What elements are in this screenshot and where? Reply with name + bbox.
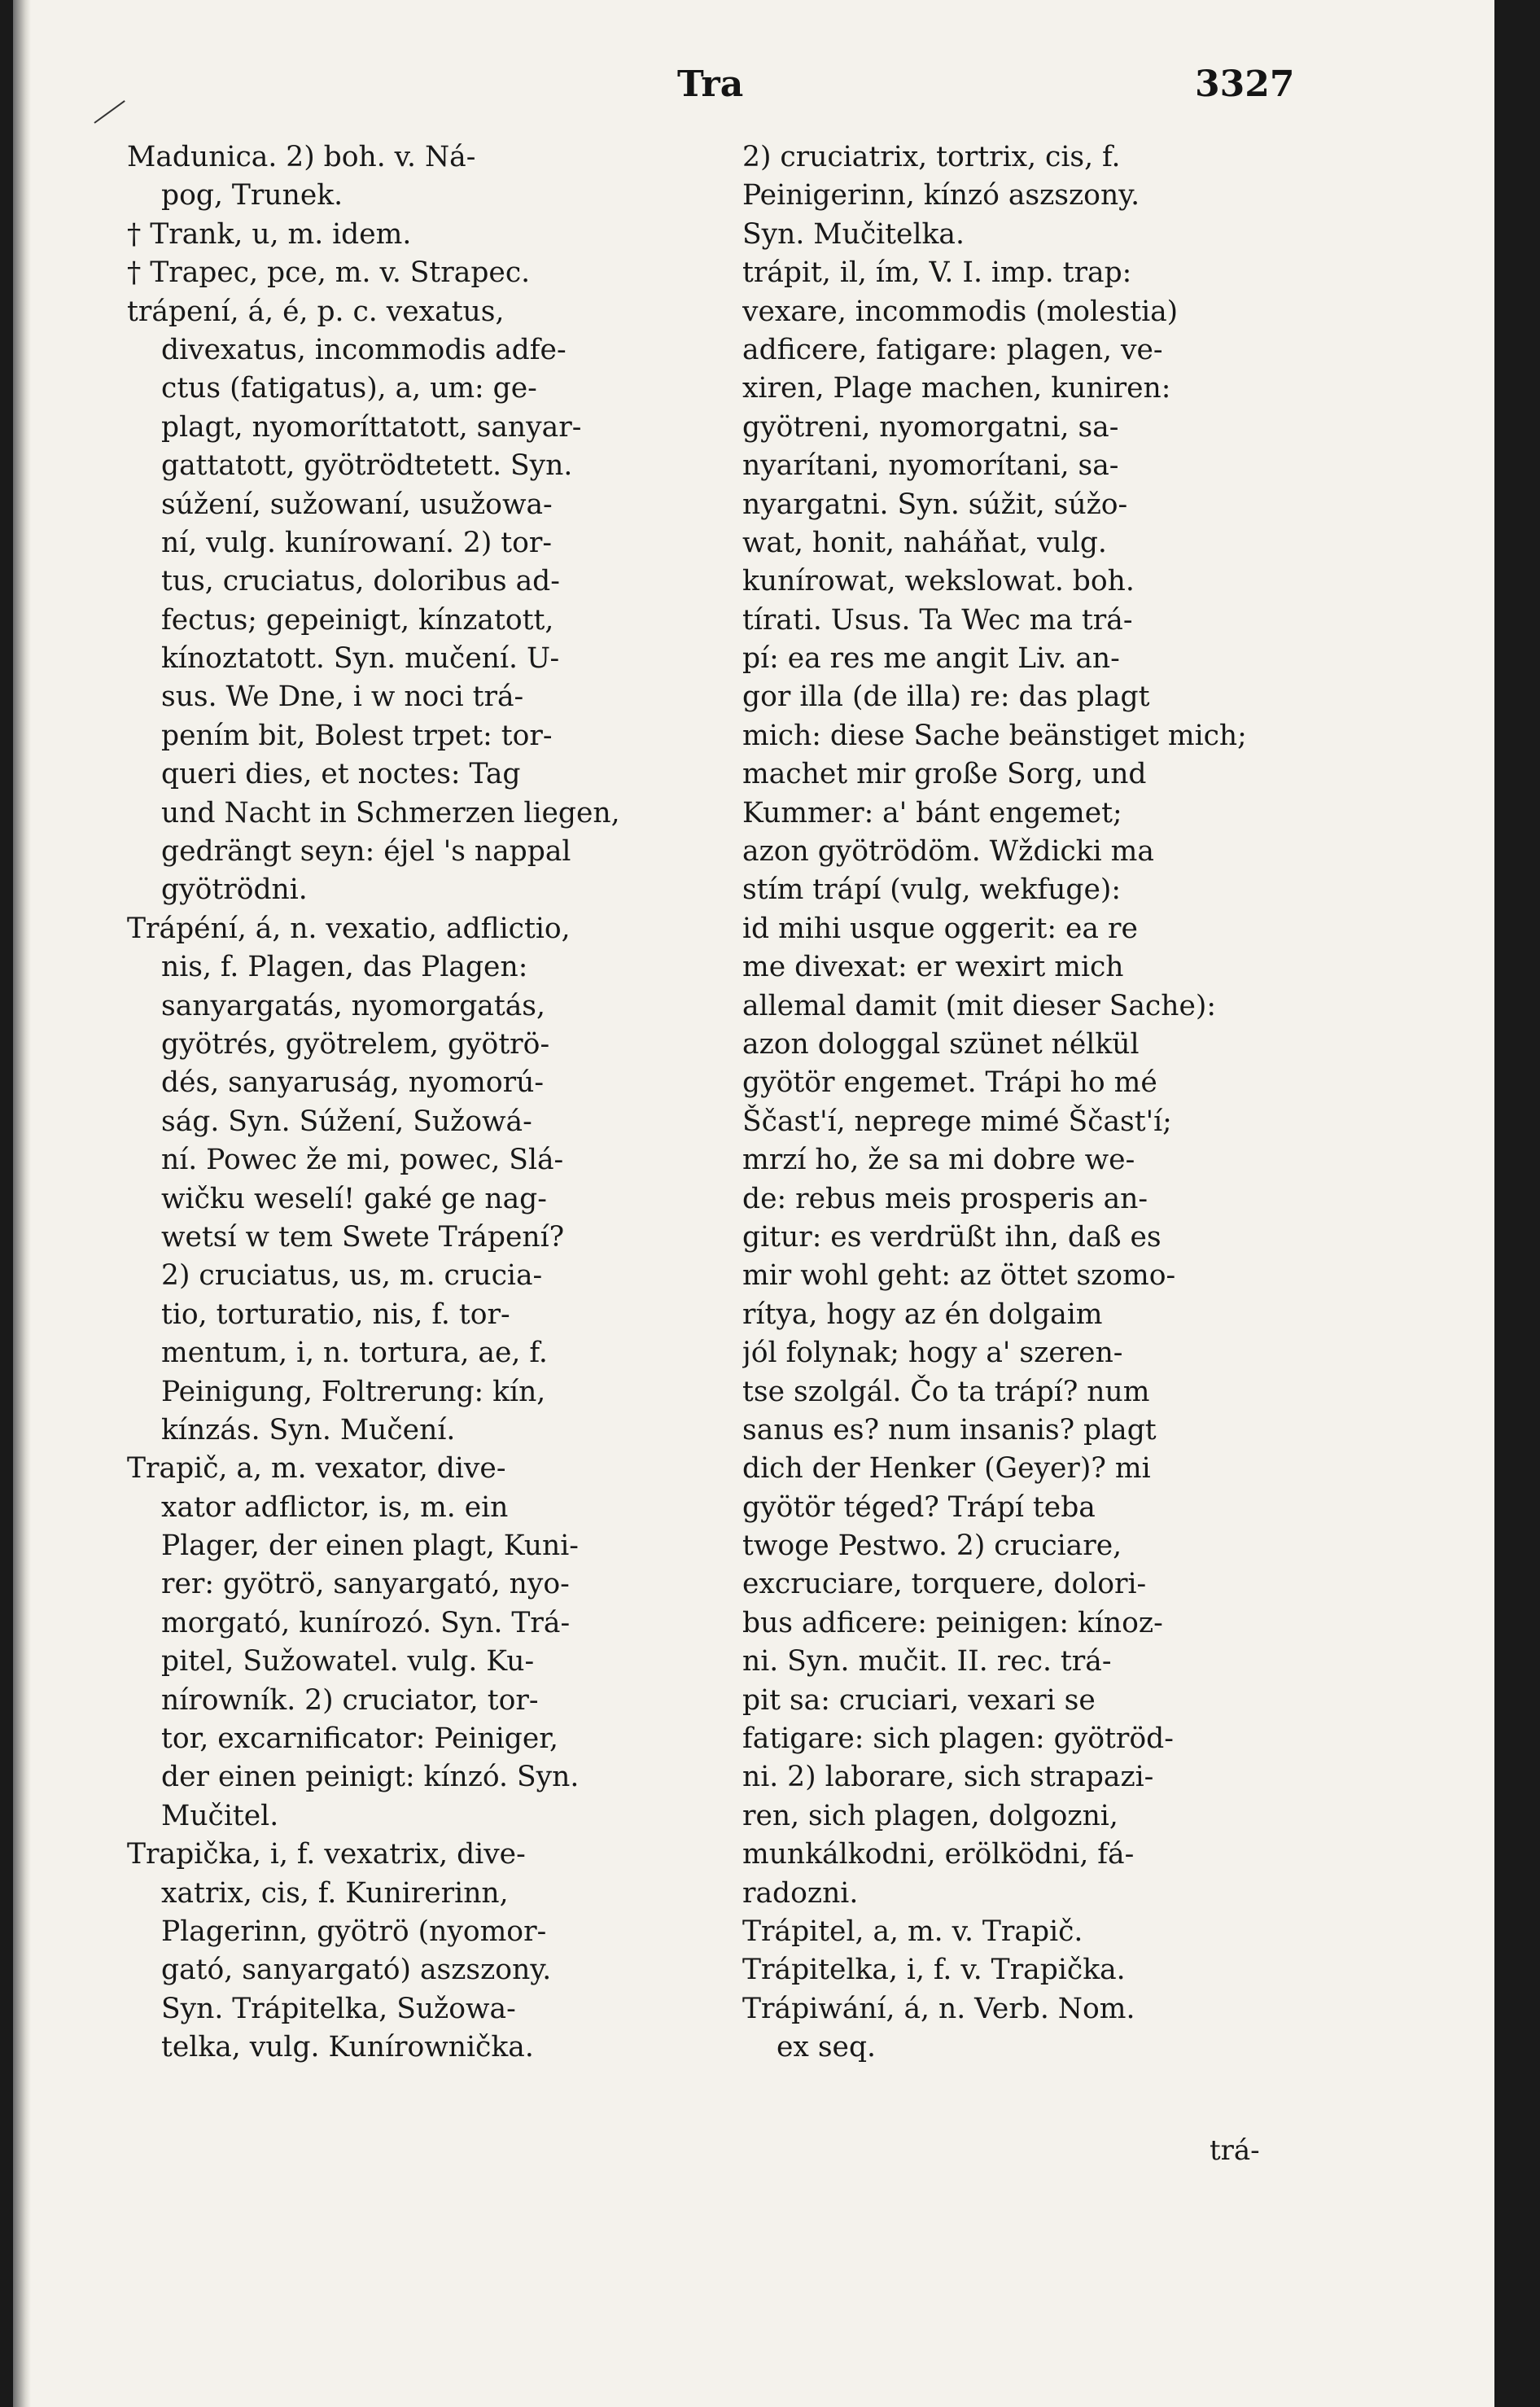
entry-line: ni. Syn. mučit. II. rec. trá- — [742, 1645, 1112, 1678]
entry-line: sanus es? num insanis? plagt — [742, 1413, 1157, 1446]
entry-line: der einen peinigt: kínzó. Syn. — [161, 1761, 580, 1794]
entry-line: ni. 2) laborare, sich strapazi- — [742, 1761, 1154, 1794]
entry-line: ság. Syn. Súžení, Sužowá- — [161, 1105, 532, 1138]
pen-mark — [94, 100, 125, 124]
entry-line: xatrix, cis, f. Kunirerinn, — [161, 1876, 509, 1910]
entry-line: pením bit, Bolest trpet: tor- — [161, 719, 553, 752]
binding-shadow — [13, 0, 31, 2407]
entry-line: gattatott, gyötrödtetett. Syn. — [161, 449, 573, 483]
entry-line: 2) cruciatrix, tortrix, cis, f. — [742, 141, 1121, 173]
entry-line: ctus (fatigatus), a, um: ge- — [161, 372, 537, 405]
entry-line: wetsí w tem Swete Trápení? — [161, 1220, 565, 1254]
entry-line: 2) cruciatus, us, m. crucia- — [161, 1259, 543, 1293]
entry-line: radozni. — [742, 1876, 859, 1910]
entry-line: fectus; gepeinigt, kínzatott, — [161, 603, 554, 637]
entry-line: xator adflictor, is, m. ein — [161, 1490, 509, 1524]
entry-line: † Trapec, pce, m. v. Strapec. — [127, 256, 531, 290]
entry-line: telka, vulg. Kunírownička. — [161, 2031, 534, 2064]
entry-line: wičku weselí! gaké ge nag- — [161, 1182, 547, 1215]
entry-line: plagt, nyomoríttatott, sanyar- — [161, 410, 582, 444]
entry-line: gyötreni, nyomorgatni, sa- — [742, 410, 1119, 444]
entry-line: pitel, Sužowatel. vulg. Ku- — [161, 1645, 535, 1678]
entry-line: tio, torturatio, nis, f. tor- — [161, 1298, 510, 1331]
entry-line: tírati. Usus. Ta Wec ma trá- — [742, 603, 1133, 637]
entry-line: mich: diese Sache beänstiget mich; — [742, 719, 1247, 752]
entry-line: mentum, i, n. tortura, ae, f. — [161, 1337, 548, 1370]
entry-line: Trápitelka, i, f. v. Trapička. — [742, 1954, 1126, 1987]
entry-line: machet mir große Sorg, und — [742, 758, 1147, 791]
entry-line: ren, sich plagen, dolgozni, — [742, 1799, 1118, 1832]
entry-line: gató, sanyargató) aszszony. — [161, 1954, 552, 1987]
entry-line: ní, vulg. kunírowaní. 2) tor- — [161, 526, 553, 559]
entry-line: twoge Pestwo. 2) cruciare, — [742, 1530, 1122, 1563]
entry-line: gyötrés, gyötrelem, gyötrö- — [161, 1027, 550, 1061]
left-column — [127, 138, 697, 2068]
entry-line: queri dies, et noctes: Tag — [161, 758, 521, 791]
entry-line: rer: gyötrö, sanyargató, nyo- — [161, 1568, 570, 1601]
entry-line: und Nacht in Schmerzen liegen, — [161, 796, 620, 829]
entry-line: mir wohl geht: az öttet szomo- — [742, 1259, 1176, 1293]
entry-line: † Trank, u, m. idem. — [127, 217, 412, 251]
entry-line: tor, excarnificator: Peiniger, — [161, 1722, 558, 1756]
entry-line: adficere, fatigare: plagen, ve- — [742, 333, 1163, 366]
entry-line: dés, sanyaruság, nyomorú- — [161, 1066, 545, 1100]
entry-line: Trapička, i, f. vexatrix, dive- — [127, 1838, 526, 1871]
entry-line: trápení, á, é, p. c. vexatus, — [127, 295, 505, 328]
entry-line: sanyargatás, nyomorgatás, — [161, 989, 545, 1022]
page-number: 3327 — [1195, 63, 1295, 105]
entry-line: kínoztatott. Syn. mučení. U- — [161, 642, 560, 676]
entry-line: xiren, Plage machen, kuniren: — [742, 372, 1171, 405]
entry-line: gyötör téged? Trápí teba — [742, 1490, 1096, 1524]
entry-line: gyötör engemet. Trápi ho mé — [742, 1066, 1157, 1100]
entry-line: Syn. Trápitelka, Sužowa- — [161, 1992, 516, 2025]
entry-line: tse szolgál. Čo ta trápí? num — [742, 1375, 1150, 1408]
entry-line: azon dologgal szünet nélkül — [742, 1027, 1140, 1061]
entry-line: bus adficere: peinigen: kínoz- — [742, 1606, 1163, 1639]
entry-line: munkálkodni, erölködni, fá- — [742, 1838, 1135, 1871]
entry-line: nírowník. 2) cruciator, tor- — [161, 1683, 539, 1717]
entry-line: azon gyötrödöm. Wždicki ma — [742, 835, 1154, 869]
entry-line: morgató, kunírozó. Syn. Trá- — [161, 1606, 571, 1639]
entry-line: nyarítani, nyomorítani, sa- — [742, 449, 1119, 483]
entry-line: fatigare: sich plagen: gyötröd- — [742, 1722, 1174, 1756]
entry-line: wat, honit, naháňat, vulg. — [742, 526, 1107, 559]
entry-line: id mihi usque oggerit: ea re — [742, 912, 1138, 945]
entry-line: kínzás. Syn. Mučení. — [161, 1413, 456, 1446]
entry-line: sus. We Dne, i w noci trá- — [161, 681, 524, 714]
running-head: Tra — [677, 63, 744, 105]
entry-line: Plager, der einen plagt, Kuni- — [161, 1530, 579, 1563]
entry-line: vexare, incommodis (molestia) — [742, 295, 1179, 328]
catchword: trá- — [1210, 2134, 1260, 2167]
entry-line: trápit, il, ím, V. I. imp. trap: — [742, 256, 1132, 290]
entry-line: excruciare, torquere, dolori- — [742, 1568, 1147, 1601]
entry-line: pit sa: cruciari, vexari se — [742, 1683, 1096, 1717]
entry-line: Peinigerinn, kínzó aszszony. — [742, 179, 1140, 212]
entry-line: Syn. Mučitelka. — [742, 217, 965, 251]
entry-line: Kummer: a' bánt engemet; — [742, 796, 1122, 829]
entry-line: Trápéní, á, n. vexatio, adflictio, — [127, 912, 571, 945]
entry-line: pog, Trunek. — [161, 179, 343, 212]
entry-line: ní. Powec že mi, powec, Slá- — [161, 1144, 564, 1177]
dictionary-page — [13, 0, 1494, 2407]
entry-line: Ščast'í, neprege mimé Ščast'í; — [742, 1105, 1172, 1138]
entry-line: Madunica. 2) boh. v. Ná- — [127, 141, 476, 173]
entry-line: jól folynak; hogy a' szeren- — [742, 1337, 1123, 1370]
entry-line: rítya, hogy az én dolgaim — [742, 1298, 1103, 1331]
entry-line: divexatus, incommodis adfe- — [161, 333, 567, 366]
entry-line: Trápiwání, á, n. Verb. Nom. — [742, 1992, 1135, 2025]
entry-line: dich der Henker (Geyer)? mi — [742, 1452, 1151, 1486]
entry-line: me divexat: er wexirt mich — [742, 951, 1124, 984]
entry-line: nis, f. Plagen, das Plagen: — [161, 951, 528, 984]
entry-line: gor illa (de illa) re: das plagt — [742, 681, 1150, 714]
entry-line: gitur: es verdrüßt ihn, daß es — [742, 1220, 1162, 1254]
entry-line: ex seq. — [777, 2031, 877, 2064]
entry-line: Trápitel, a, m. v. Trapič. — [742, 1915, 1083, 1948]
entry-line: Peinigung, Foltrerung: kín, — [161, 1375, 546, 1408]
entry-line: Trapič, a, m. vexator, dive- — [127, 1452, 506, 1486]
entry-line: tus, cruciatus, doloribus ad- — [161, 565, 560, 598]
entry-line: gedrängt seyn: éjel 's nappal — [161, 835, 571, 869]
entry-line: nyargatni. Syn. súžit, súžo- — [742, 488, 1128, 521]
right-column — [742, 138, 1312, 2068]
entry-line: allemal damit (mit dieser Sache): — [742, 989, 1216, 1022]
entry-line: mrzí ho, že sa mi dobre we- — [742, 1144, 1135, 1177]
entry-line: Plagerinn, gyötrö (nyomor- — [161, 1915, 547, 1948]
entry-line: pí: ea res me angit Liv. an- — [742, 642, 1120, 676]
entry-line: de: rebus meis prosperis an- — [742, 1182, 1148, 1215]
entry-line: gyötrödni. — [161, 873, 308, 907]
entry-line: Mučitel. — [161, 1799, 279, 1832]
entry-line: súžení, sužowaní, usužowa- — [161, 488, 553, 521]
entry-line: stím trápí (vulg, wekfuge): — [742, 873, 1121, 907]
entry-line: kunírowat, wekslowat. boh. — [742, 565, 1135, 598]
